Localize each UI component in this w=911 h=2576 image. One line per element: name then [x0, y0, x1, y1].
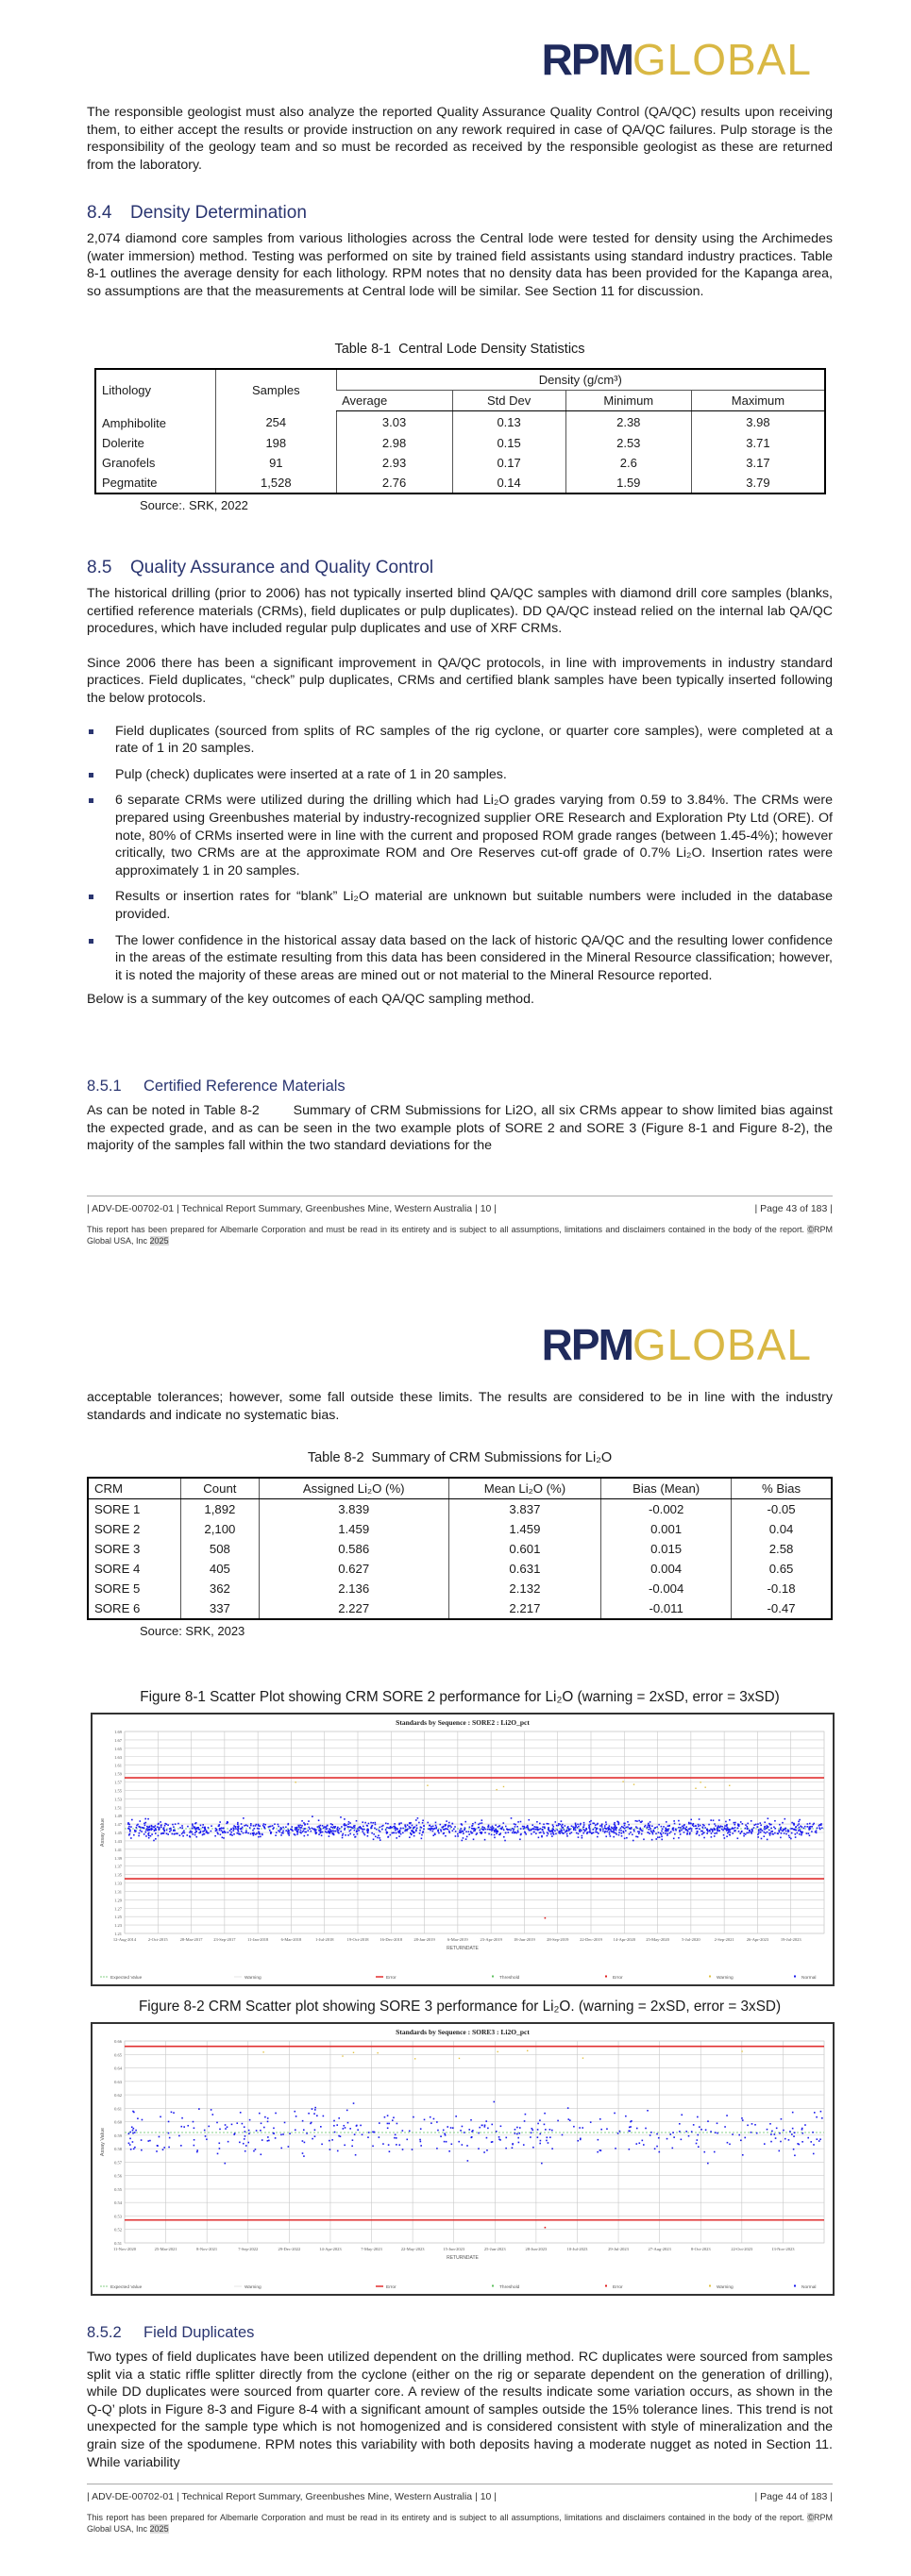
svg-text:28-Jan-2019: 28-Jan-2019: [413, 1937, 435, 1942]
svg-text:0.53: 0.53: [114, 2214, 122, 2219]
svg-text:15-Jun-2023: 15-Jun-2023: [443, 2247, 465, 2251]
svg-text:1-Jul-2018: 1-Jul-2018: [314, 1937, 334, 1942]
svg-text:1.57: 1.57: [114, 1780, 122, 1785]
svg-text:Error: Error: [386, 2285, 396, 2290]
svg-text:Warning: Warning: [245, 1976, 261, 1981]
svg-text:Warning: Warning: [717, 2285, 734, 2290]
header-density-group: Density (g/cm³): [336, 369, 825, 391]
svg-text:26-Apr-2023: 26-Apr-2023: [746, 1937, 769, 1942]
svg-text:Normal: Normal: [801, 1976, 817, 1981]
table-row: SORE 1 1,892 3.839 3.837 -0.002 -0.05: [88, 1499, 832, 1520]
svg-text:0.64: 0.64: [114, 2066, 122, 2071]
table-row: SORE 5 362 2.136 2.132 -0.004 -0.18: [88, 1579, 832, 1598]
svg-text:13-Nov-2023: 13-Nov-2023: [771, 2247, 795, 2251]
svg-text:1.61: 1.61: [114, 1763, 122, 1768]
svg-text:22-May-2023: 22-May-2023: [400, 2247, 425, 2251]
page-footer: [87, 1203, 833, 1214]
svg-text:1.69: 1.69: [114, 1730, 122, 1734]
svg-text:0.52: 0.52: [114, 2227, 122, 2233]
svg-text:0.66: 0.66: [114, 2039, 122, 2044]
bullet-icon: [89, 729, 93, 734]
svg-text:1.41: 1.41: [114, 1847, 122, 1852]
svg-text:11-Nov-2020: 11-Nov-2020: [112, 2247, 137, 2251]
rpm-global-logo: RPMGLOBAL: [541, 35, 812, 84]
svg-text:0.59: 0.59: [114, 2133, 122, 2138]
density-paragraph: 2,074 diamond core samples from various lithologies across the Central lode were tested for density using the Archimedes (water immersion) method. Testing was performed on site by trained field assistants using standard industry practices. Table 8-1 outlines the average density for each lithology. RPM notes that no density data has been provided for the Kapanga area, so assumptions are that the measurements at Central lode will be similar. See Section 11 for discussion.: [87, 231, 833, 299]
svg-text:23-Apr-2019: 23-Apr-2019: [480, 1937, 502, 1942]
header-minimum: Minimum: [565, 391, 691, 411]
footer-page-number: | Page 43 of 183 |: [754, 1203, 833, 1214]
svg-text:Error: Error: [613, 1976, 623, 1981]
svg-text:1.37: 1.37: [114, 1864, 122, 1869]
svg-text:23-Sep-2017: 23-Sep-2017: [213, 1937, 236, 1942]
header-average: Average: [336, 391, 452, 411]
svg-text:Assay Value: Assay Value: [100, 2127, 106, 2157]
svg-text:0.60: 0.60: [114, 2119, 122, 2125]
svg-text:0.56: 0.56: [114, 2173, 122, 2179]
qaqc-paragraph-2: Since 2006 there has been a significant improvement in QA/QC protocols, in line with improvements in industry standard practices. Field duplicates, “check” pulp duplicates, CRMs and certified blank samples have been typically inserted following the below protocols.: [87, 655, 833, 706]
table-row: SORE 3 508 0.586 0.601 0.015 2.58: [88, 1539, 832, 1559]
footer-disclaimer: This report has been prepared for Albemarle Corporation and must be read in its entirety and is subject to all assumptions, limitations and disclaimers contained in the body of the report. ©RPM Global USA, Inc 2025: [87, 2513, 833, 2534]
table-8-2-caption: Table 8-2 Summary of CRM Submissions for Li₂O: [307, 1450, 613, 1465]
svg-text:14-Apr-2023: 14-Apr-2023: [319, 2247, 342, 2251]
svg-text:22-Oct-2023: 22-Oct-2023: [731, 2247, 753, 2251]
svg-text:1.35: 1.35: [114, 1872, 122, 1878]
sore2-scatter-plot: [93, 1715, 833, 1984]
svg-text:8-Oct-2023: 8-Oct-2023: [690, 2247, 711, 2251]
svg-text:14-Apr-2020: 14-Apr-2020: [613, 1937, 635, 1942]
sore3-scatter-plot: [93, 2024, 833, 2294]
header-assigned: Assigned Li₂O (%): [259, 1478, 448, 1499]
qaqc-protocol-list: [87, 723, 833, 985]
svg-text:1.39: 1.39: [114, 1855, 122, 1861]
section-heading-8-5: 8.5 Quality Assurance and Quality Control: [87, 558, 434, 577]
sore2-scatter-chart: [91, 1713, 835, 1986]
svg-text:1.43: 1.43: [114, 1838, 122, 1844]
svg-text:12-Aug-2014: 12-Aug-2014: [112, 1937, 137, 1942]
svg-text:8-Nov-2021: 8-Nov-2021: [196, 2247, 218, 2251]
svg-text:2-Sep-2021: 2-Sep-2021: [714, 1937, 734, 1942]
table-row: Granofels 91 2.93 0.17 2.6 3.17: [95, 453, 825, 473]
crm-paragraph-continuation: acceptable tolerances; however, some fall outside these limits. The results are considered to be in line with the industry standards and indicate no systematic bias.: [87, 1390, 833, 1423]
figure-8-1-caption: Figure 8-1 Scatter Plot showing CRM SORE 2 performance for Li₂O (warning = 2xSD, error = 3xSD): [140, 1689, 780, 1705]
svg-text:1.59: 1.59: [114, 1771, 122, 1777]
svg-text:1.49: 1.49: [114, 1814, 122, 1819]
svg-text:25-Jun-2023: 25-Jun-2023: [483, 2247, 506, 2251]
list-item: Pulp (check) duplicates were inserted at a rate of 1 in 20 samples.: [87, 766, 833, 784]
table-row: Amphibolite 254 3.03 0.13 2.38 3.98: [95, 411, 825, 433]
chart-title: Standards by Sequence : SORE3 : Li2O_pct: [396, 2028, 530, 2036]
crm-paragraph: As can be noted in Table 8-2 Summary of CRM Submissions for Li2O, all six CRMs appear to show limited bias against the expected grade, and as can be seen in the two example plots of SORE 2 and SORE 3 (Figure 8-1 and Figure 8-2), the majority of the samples fall within the two standard deviations for the: [87, 1103, 836, 1154]
svg-text:Assay Value: Assay Value: [100, 1817, 106, 1848]
svg-text:1.29: 1.29: [114, 1898, 122, 1903]
svg-text:22-Dec-2019: 22-Dec-2019: [580, 1937, 602, 1942]
table-8-1-caption: Table 8-1 Central Lode Density Statistics: [334, 342, 585, 357]
bullet-icon: [89, 895, 93, 899]
bullet-icon: [89, 939, 93, 944]
svg-text:5-Jul-2020: 5-Jul-2020: [682, 1937, 700, 1942]
svg-text:29-Dec-2022: 29-Dec-2022: [278, 2247, 301, 2251]
header-maximum: Maximum: [691, 391, 825, 411]
header-count: Count: [181, 1478, 260, 1499]
table-row: SORE 6 337 2.227 2.217 -0.011 -0.47: [88, 1598, 832, 1619]
svg-text:1.67: 1.67: [114, 1737, 122, 1743]
page-footer: [87, 2491, 833, 2502]
header-crm: CRM: [88, 1478, 181, 1499]
svg-text:Expected Value: Expected Value: [110, 2285, 143, 2290]
list-item: The lower confidence in the historical assay data based on the lack of historic QA/QC and the resulting lower confidence in the areas of the estimate resulting from this data has been considered in the Mineral Resource classification; however, it is noted the majority of these areas are mined out or not material to the Mineral Resource reported.: [87, 932, 833, 985]
svg-text:0.57: 0.57: [114, 2160, 122, 2166]
svg-text:0.65: 0.65: [114, 2052, 122, 2058]
svg-text:7-Sep-2022: 7-Sep-2022: [238, 2247, 259, 2251]
table-row: SORE 2 2,100 1.459 1.459 0.001 0.04: [88, 1519, 832, 1539]
bullet-icon: [89, 798, 93, 803]
svg-text:25-Mar-2021: 25-Mar-2021: [154, 2247, 177, 2251]
svg-text:18-Jun-2019: 18-Jun-2019: [514, 1937, 535, 1942]
svg-text:2-Oct-2015: 2-Oct-2015: [147, 1937, 168, 1942]
svg-text:Warning: Warning: [717, 1976, 734, 1981]
svg-text:19-Jul-2023: 19-Jul-2023: [780, 1937, 801, 1942]
bullet-icon: [89, 773, 93, 778]
report-page-44: [0, 1288, 911, 2576]
svg-text:0.55: 0.55: [114, 2186, 122, 2192]
svg-text:6-Mar-2018: 6-Mar-2018: [280, 1937, 302, 1942]
table-8-2-source: Source: SRK, 2023: [140, 1624, 245, 1638]
section-heading-8-5-2: 8.5.2 Field Duplicates: [87, 2324, 255, 2341]
svg-text:0.61: 0.61: [114, 2106, 122, 2112]
svg-text:RETURNDATE: RETURNDATE: [447, 2255, 479, 2261]
svg-text:1.47: 1.47: [114, 1822, 122, 1828]
svg-text:27-Aug-2023: 27-Aug-2023: [648, 2247, 671, 2251]
intro-paragraph: The responsible geologist must also analyze the reported Quality Assurance Quality Control (QA/QC) results upon receiving them, to either accept the results or provide instruction on any rework required in case of QA/QC failures. Pulp storage is the responsibility of the geology team and so must be recorded as received by the responsible geologist as these are returned from the laboratory.: [87, 105, 833, 173]
svg-text:Expected Value: Expected Value: [110, 1976, 143, 1981]
crm-submissions-table: [87, 1477, 833, 1620]
svg-text:16-Dec-2018: 16-Dec-2018: [380, 1937, 403, 1942]
header-std-dev: Std Dev: [452, 391, 565, 411]
qaqc-summary-line: Below is a summary of the key outcomes of each QA/QC sampling method.: [87, 992, 534, 1008]
svg-text:1.65: 1.65: [114, 1746, 122, 1751]
svg-text:0.63: 0.63: [114, 2079, 122, 2084]
svg-text:Warning: Warning: [245, 2285, 261, 2290]
svg-text:1.33: 1.33: [114, 1881, 122, 1886]
footer-disclaimer: This report has been prepared for Albemarle Corporation and must be read in its entirety and is subject to all assumptions, limitations and disclaimers contained in the body of the report. ©RPM Global USA, Inc 2025: [87, 1225, 833, 1246]
svg-text:0.58: 0.58: [114, 2147, 122, 2152]
svg-text:1.21: 1.21: [114, 1932, 122, 1936]
svg-text:1.55: 1.55: [114, 1788, 122, 1794]
list-item: Field duplicates (sourced from splits of RC samples of the rig cyclone, or quarter core samples), were completed at a rate of 1 in 20 samples.: [87, 723, 833, 758]
svg-text:28-Sep-2019: 28-Sep-2019: [547, 1937, 569, 1942]
svg-text:28-Jun-2023: 28-Jun-2023: [525, 2247, 548, 2251]
list-item: Results or insertion rates for “blank” Li₂O material are unknown but suitable numbers were included in the database provided.: [87, 888, 833, 923]
svg-text:10-Jul-2023: 10-Jul-2023: [566, 2247, 588, 2251]
svg-text:0.54: 0.54: [114, 2200, 122, 2206]
svg-text:Error: Error: [386, 1976, 396, 1981]
svg-text:Threshold: Threshold: [499, 1976, 520, 1981]
footer-document-info: | ADV-DE-00702-01 | Technical Report Summary, Greenbushes Mine, Western Australia | 10 |: [87, 2491, 498, 2502]
svg-text:1.23: 1.23: [114, 1923, 122, 1929]
svg-text:6-Mar-2019: 6-Mar-2019: [447, 1937, 468, 1942]
section-heading-8-5-1: 8.5.1 Certified Reference Materials: [87, 1078, 346, 1095]
svg-text:1.31: 1.31: [114, 1889, 122, 1895]
sore3-scatter-chart: [91, 2022, 835, 2296]
svg-text:Normal: Normal: [801, 2285, 817, 2290]
table-8-1-source: Source:. SRK, 2022: [140, 497, 248, 512]
svg-text:0.51: 0.51: [114, 2241, 122, 2246]
section-heading-8-4: 8.4 Density Determination: [87, 203, 307, 223]
svg-text:1.25: 1.25: [114, 1915, 122, 1920]
footer-page-number: | Page 44 of 183 |: [754, 2491, 833, 2502]
qaqc-paragraph-1: The historical drilling (prior to 2006) has not typically inserted blind QA/QC samples with diamond drill core samples (blanks, certified reference materials (CRMs), field duplicates or pulp duplicates). DD QA/QC instead relied on the internal lab QA/QC procedures, which have included regular pulp duplicates and use of XRF CRMs.: [87, 586, 833, 637]
svg-text:1.45: 1.45: [114, 1831, 122, 1835]
table-row: Pegmatite 1,528 2.76 0.14 1.59 3.79: [95, 473, 825, 493]
header-samples: Samples: [216, 369, 337, 411]
svg-text:1.53: 1.53: [114, 1797, 122, 1802]
header-bias-mean: Bias (Mean): [601, 1478, 732, 1499]
svg-text:0.62: 0.62: [114, 2093, 122, 2099]
header-percent-bias: % Bias: [732, 1478, 832, 1499]
header-lithology: Lithology: [102, 383, 152, 398]
svg-text:28-Mar-2017: 28-Mar-2017: [179, 1937, 203, 1942]
svg-text:1.27: 1.27: [114, 1906, 122, 1912]
figure-8-2-caption: Figure 8-2 CRM Scatter plot showing SORE 3 performance for Li₂O. (warning = 2xSD, error = 3xSD): [138, 1999, 782, 2015]
svg-text:Threshold: Threshold: [499, 2285, 520, 2290]
chart-title: Standards by Sequence : SORE2 : Li2O_pct: [396, 1718, 530, 1727]
svg-text:1.51: 1.51: [114, 1805, 122, 1811]
rpm-global-logo: RPMGLOBAL: [541, 1320, 812, 1369]
svg-text:25-May-2020: 25-May-2020: [646, 1937, 669, 1942]
svg-text:1.63: 1.63: [114, 1754, 122, 1760]
svg-text:7-May-2023: 7-May-2023: [361, 2247, 382, 2251]
field-duplicates-paragraph: Two types of field duplicates have been utilized dependent on the drilling method. RC duplicates were sourced from samples split via a static riffle splitter directly from the cyclone (either on the rig or separate dependent on the generation of drilling), while DD duplicates were sourced from quarter core. A review of the results indicate some variation occurs, as shown in the Q-Q’ plots in Figure 8-3 and Figure 8-4 with a significant amount of samples outside the 15% tolerance lines. This trend is not unexpected for the sample type which is not homogenized and is considered consistent with style of mineralization and the grain size of the spodumene. RPM notes this variability with both deposits having a moderate nugget as noted in Section 11. While variability: [87, 2350, 833, 2470]
table-row: Dolerite 198 2.98 0.15 2.53 3.71: [95, 433, 825, 453]
svg-text:Error: Error: [613, 2285, 623, 2290]
footer-document-info: | ADV-DE-00702-01 | Technical Report Summary, Greenbushes Mine, Western Australia | 10 |: [87, 1203, 498, 1214]
table-row: SORE 4 405 0.627 0.631 0.004 0.65: [88, 1559, 832, 1579]
svg-text:11-Jan-2018: 11-Jan-2018: [246, 1937, 269, 1942]
svg-text:29-Jul-2023: 29-Jul-2023: [608, 2247, 629, 2251]
svg-text:19-Oct-2018: 19-Oct-2018: [346, 1937, 369, 1942]
list-item: 6 separate CRMs were utilized during the drilling which had Li₂O grades varying from 0.59 to 3.84%. The CRMs were prepared using Greenbushes material by industry-recognized supplier ORE Research and Exploration Pty Ltd (ORE). Of note, 80% of CRMs inserted were in line with the current and proposed ROM grade ranges (between 1.45-4%); however critically, two CRMs are at the approximate ROM and Ore Reserves cut-off grade of 0.7% Li₂O. Insertion rates were approximately 1 in 20 samples.: [87, 792, 833, 879]
svg-text:RETURNDATE: RETURNDATE: [447, 1946, 479, 1951]
density-statistics-table: [94, 368, 826, 494]
header-mean: Mean Li₂O (%): [448, 1478, 601, 1499]
